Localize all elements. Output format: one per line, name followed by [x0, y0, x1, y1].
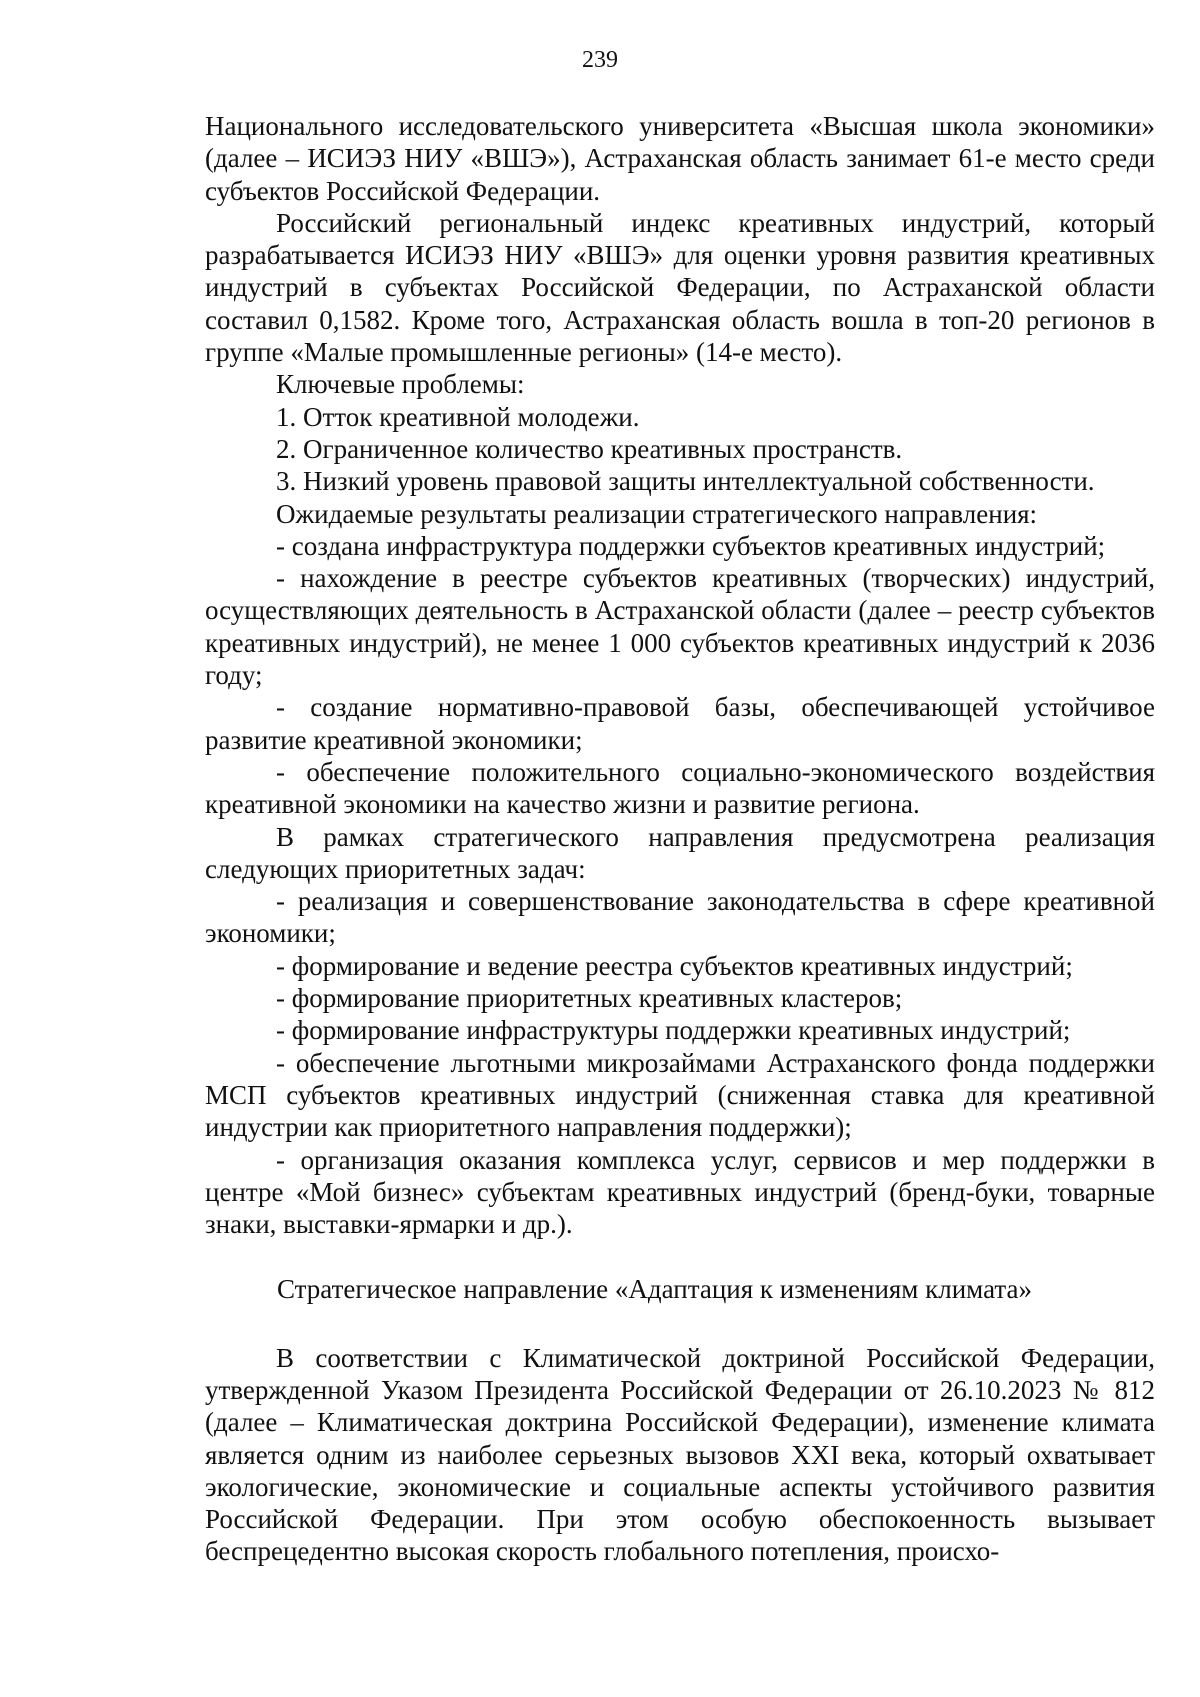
key-problems-heading: Ключевые проблемы:	[276, 369, 525, 400]
problem-item-3: 3. Низкий уровень правовой защиты интеллектуальной собственности.	[276, 466, 1095, 497]
result-item-infrastructure: - создана инфраструктура поддержки субъектов креативных индустрий;	[276, 530, 1106, 561]
result-item-registry: - нахождение в реестре субъектов креативных (творческих) индустрий, осуществляющих деятельность в Астраханской области (далее – реестр субъектов креативных индустрий), не менее 1 000 субъектов креативных индустрий к 2036 году;	[205, 563, 1155, 691]
paragraph-priority-tasks: В рамках стратегического направления предусмотрена реализация следующих приоритетных задач:	[205, 821, 1155, 884]
document-body	[205, 110, 1155, 1568]
task-item-registry: - формирование и ведение реестра субъектов креативных индустрий;	[276, 950, 1073, 981]
expected-results-heading: Ожидаемые результаты реализации стратегического направления:	[276, 498, 1038, 529]
task-item-clusters: - формирование приоритетных креативных кластеров;	[276, 983, 903, 1014]
page-number: 239	[582, 47, 618, 73]
section-heading: Стратегическое направление «Адаптация к изменениям климата»	[277, 1274, 1032, 1305]
paragraph-continuation: Национального исследовательского университета «Высшая школа экономики» (далее – ИСИЭЗ НИУ «ВШЭ»), Астраханская область занимает 61-е место среди субъектов Российской Федерации.	[205, 111, 1155, 206]
problem-item-2: 2. Ограниченное количество креативных пространств.	[276, 433, 903, 464]
result-item-legal-base: - создание нормативно-правовой базы, обеспечивающей устойчивое развитие креативной экономики;	[205, 692, 1155, 755]
problem-item-1: 1. Отток креативной молодежи.	[276, 401, 640, 432]
task-item-microloans: - обеспечение льготными микрозаймами Астраханского фонда поддержки МСП субъектов креативных индустрий (сниженная ставка для креативной индустрии как приоритетного направления поддержки);	[205, 1047, 1155, 1143]
paragraph-climate-doctrine: В соответствии с Климатической доктриной Российской Федерации, утвержденной Указом Президента Российской Федерации от 26.10.2023 № 812 (далее – Климатическая доктрина Российской Федерации), изменение климата является одним из наиболее серьезных вызовов XXI века, который охватывает экологические, экономические и социальные аспекты устойчивого развития Российской Федерации. При этом особую обеспокоенность вызывает беспрецедентно высокая скорость глобального потепления, происхо-	[205, 1342, 1155, 1567]
paragraph-creative-index: Российский региональный индекс креативных индустрий, который разрабатывается ИСИЭЗ НИУ «ВШЭ» для оценки уровня развития креативных индустрий в субъектах Российской Федерации, по Астраханской области составил 0,1582. Кроме того, Астраханская область вошла в топ-20 регионов в группе «Малые промышленные регионы» (14-е место).	[205, 207, 1155, 368]
task-item-my-business: - организация оказания комплекса услуг, сервисов и мер поддержки в центре «Мой бизнес» субъектам креативных индустрий (бренд-буки, товарные знаки, выставки-ярмарки и др.).	[205, 1144, 1155, 1240]
task-item-infrastructure: - формирование инфраструктуры поддержки креативных индустрий;	[276, 1015, 1071, 1046]
task-item-legislation: - реализация и совершенствование законодательства в сфере креативной экономики;	[205, 886, 1155, 949]
result-item-socio-economic: - обеспечение положительного социально-экономического воздействия креативной экономики на качество жизни и развитие региона.	[205, 756, 1155, 820]
